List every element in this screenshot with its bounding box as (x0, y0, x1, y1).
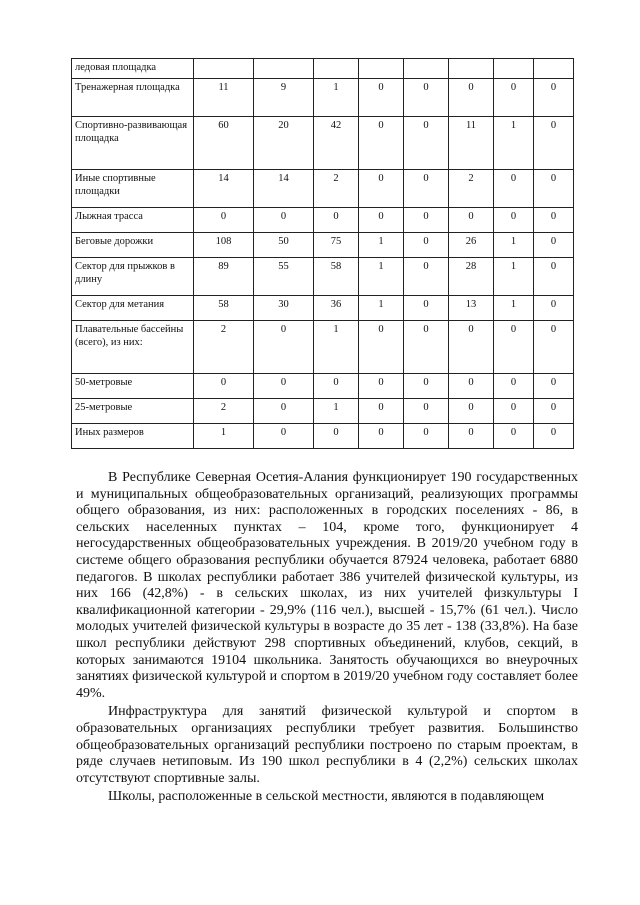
cell-value: 0 (534, 258, 574, 296)
sports-facilities-table (71, 58, 574, 449)
cell-value: 0 (534, 374, 574, 399)
cell-value: 0 (359, 321, 404, 374)
cell-value: 0 (404, 399, 449, 424)
cell-value: 0 (314, 424, 359, 449)
cell-value: 0 (404, 208, 449, 233)
cell-value: 0 (404, 321, 449, 374)
cell-value (534, 59, 574, 79)
cell-value: 0 (404, 79, 449, 117)
cell-value: 89 (194, 258, 254, 296)
cell-value: 0 (449, 208, 494, 233)
cell-value: 0 (194, 374, 254, 399)
cell-value (494, 59, 534, 79)
cell-value: 1 (359, 233, 404, 258)
cell-value: 13 (449, 296, 494, 321)
row-label: Беговые дорожки (72, 233, 194, 258)
cell-value: 0 (254, 208, 314, 233)
cell-value: 1 (494, 258, 534, 296)
row-label: ледовая площадка (72, 59, 194, 79)
cell-value: 0 (449, 374, 494, 399)
cell-value: 14 (194, 170, 254, 208)
cell-value: 1 (494, 296, 534, 321)
cell-value: 0 (404, 233, 449, 258)
paragraph: Школы, расположенные в сельской местности, являются в подавляющем (108, 789, 545, 805)
cell-value: 0 (404, 374, 449, 399)
cell-value: 0 (449, 424, 494, 449)
cell-value: 1 (494, 233, 534, 258)
cell-value: 0 (359, 374, 404, 399)
cell-value: 26 (449, 233, 494, 258)
cell-value: 0 (194, 208, 254, 233)
cell-value: 30 (254, 296, 314, 321)
cell-value: 0 (404, 424, 449, 449)
cell-value: 0 (314, 208, 359, 233)
table-row (72, 374, 574, 399)
cell-value: 0 (314, 374, 359, 399)
cell-value (449, 59, 494, 79)
table-row (72, 399, 574, 424)
cell-value: 2 (194, 399, 254, 424)
cell-value: 0 (534, 208, 574, 233)
cell-value: 0 (359, 424, 404, 449)
row-label: Сектор для прыжков в длину (72, 258, 194, 296)
cell-value: 1 (494, 117, 534, 170)
cell-value: 58 (314, 258, 359, 296)
cell-value: 0 (534, 424, 574, 449)
cell-value: 0 (359, 170, 404, 208)
row-label: Лыжная трасса (72, 208, 194, 233)
row-label: Плавательные бассейны (всего), из них: (72, 321, 194, 374)
cell-value: 0 (449, 79, 494, 117)
row-label: Сектор для метания (72, 296, 194, 321)
cell-value: 0 (254, 399, 314, 424)
paragraph: В Республике Северная Осетия-Алания функционирует 190 государственных и муниципальных общеобразовательных организаций, реализующих программы общего образования, из них: расположенных в городских поселениях - 86, в сельских населенных пунктах – 104, кроме того, функционирует 4 негосударственных общеобразовательных учреждения. В 2019/20 учебном году в системе общего образования республики обучается 87924 человека, работает 6880 педагогов. В школах республики работает 386 учителей физической культуры, из них 166 (42,8%) - в сельских школах, из них учителей физкультуры I квалификационной категории - 29,9% (116 чел.), высшей - 15,7% (61 чел.). Число молодых учителей физической культуры в возрасте до 35 лет - 138 (33,8%). На базе школ республики действуют 298 спортивных объединений, клубов, секций, в которых занимаются 19104 школьника. Занятость обучающихся во внеурочных занятиях физической культурой и спортом в 2019/20 учебном году составляет более 49%. (76, 470, 578, 701)
cell-value (194, 59, 254, 79)
cell-value: 0 (534, 79, 574, 117)
row-label: 25-метровые (72, 399, 194, 424)
cell-value: 0 (359, 399, 404, 424)
cell-value: 11 (449, 117, 494, 170)
cell-value (359, 59, 404, 79)
cell-value: 0 (534, 117, 574, 170)
cell-value: 1 (359, 296, 404, 321)
table-row (72, 59, 574, 79)
table-row (72, 208, 574, 233)
cell-value: 20 (254, 117, 314, 170)
cell-value: 0 (254, 374, 314, 399)
table-row (72, 79, 574, 117)
cell-value: 9 (254, 79, 314, 117)
cell-value: 1 (194, 424, 254, 449)
cell-value: 0 (404, 170, 449, 208)
cell-value: 0 (449, 321, 494, 374)
cell-value: 0 (449, 399, 494, 424)
cell-value: 0 (494, 208, 534, 233)
cell-value: 0 (254, 321, 314, 374)
cell-value: 36 (314, 296, 359, 321)
cell-value: 11 (194, 79, 254, 117)
cell-value: 108 (194, 233, 254, 258)
cell-value (254, 59, 314, 79)
cell-value: 60 (194, 117, 254, 170)
cell-value: 0 (494, 170, 534, 208)
cell-value: 0 (494, 79, 534, 117)
cell-value (404, 59, 449, 79)
cell-value: 2 (194, 321, 254, 374)
cell-value: 55 (254, 258, 314, 296)
paragraph: Инфраструктура для занятий физической культурой и спортом в образовательных организациях республики требует развития. Большинство общеобразовательных организаций республики построено по старым проектам, в ряде случаев нетиповым. Из 190 школ республики в 4 (2,2%) сельских школах отсутствуют спортивные залы. (76, 704, 578, 786)
cell-value: 50 (254, 233, 314, 258)
cell-value: 2 (449, 170, 494, 208)
cell-value: 1 (314, 321, 359, 374)
table-row (72, 296, 574, 321)
cell-value: 0 (534, 170, 574, 208)
cell-value: 58 (194, 296, 254, 321)
cell-value: 0 (494, 374, 534, 399)
cell-value: 42 (314, 117, 359, 170)
table-row (72, 424, 574, 449)
cell-value: 0 (404, 258, 449, 296)
cell-value: 0 (534, 296, 574, 321)
row-label: 50-метровые (72, 374, 194, 399)
table-row (72, 233, 574, 258)
cell-value: 1 (314, 79, 359, 117)
cell-value: 0 (494, 399, 534, 424)
cell-value: 0 (359, 79, 404, 117)
row-label: Иные спортивные площадки (72, 170, 194, 208)
cell-value: 0 (494, 321, 534, 374)
row-label: Иных размеров (72, 424, 194, 449)
cell-value: 0 (534, 321, 574, 374)
cell-value: 0 (534, 399, 574, 424)
table-row (72, 258, 574, 296)
body-text (76, 470, 578, 808)
row-label: Тренажерная площадка (72, 79, 194, 117)
row-label: Спортивно-развивающая площадка (72, 117, 194, 170)
cell-value: 75 (314, 233, 359, 258)
table-row (72, 321, 574, 374)
table-row (72, 117, 574, 170)
table-row (72, 170, 574, 208)
cell-value: 14 (254, 170, 314, 208)
cell-value: 0 (359, 117, 404, 170)
cell-value: 0 (494, 424, 534, 449)
cell-value: 0 (254, 424, 314, 449)
cell-value: 0 (359, 208, 404, 233)
cell-value: 1 (359, 258, 404, 296)
cell-value: 0 (534, 233, 574, 258)
cell-value: 1 (314, 399, 359, 424)
cell-value (314, 59, 359, 79)
cell-value: 0 (404, 296, 449, 321)
cell-value: 2 (314, 170, 359, 208)
table-body (72, 59, 574, 449)
cell-value: 0 (404, 117, 449, 170)
cell-value: 28 (449, 258, 494, 296)
